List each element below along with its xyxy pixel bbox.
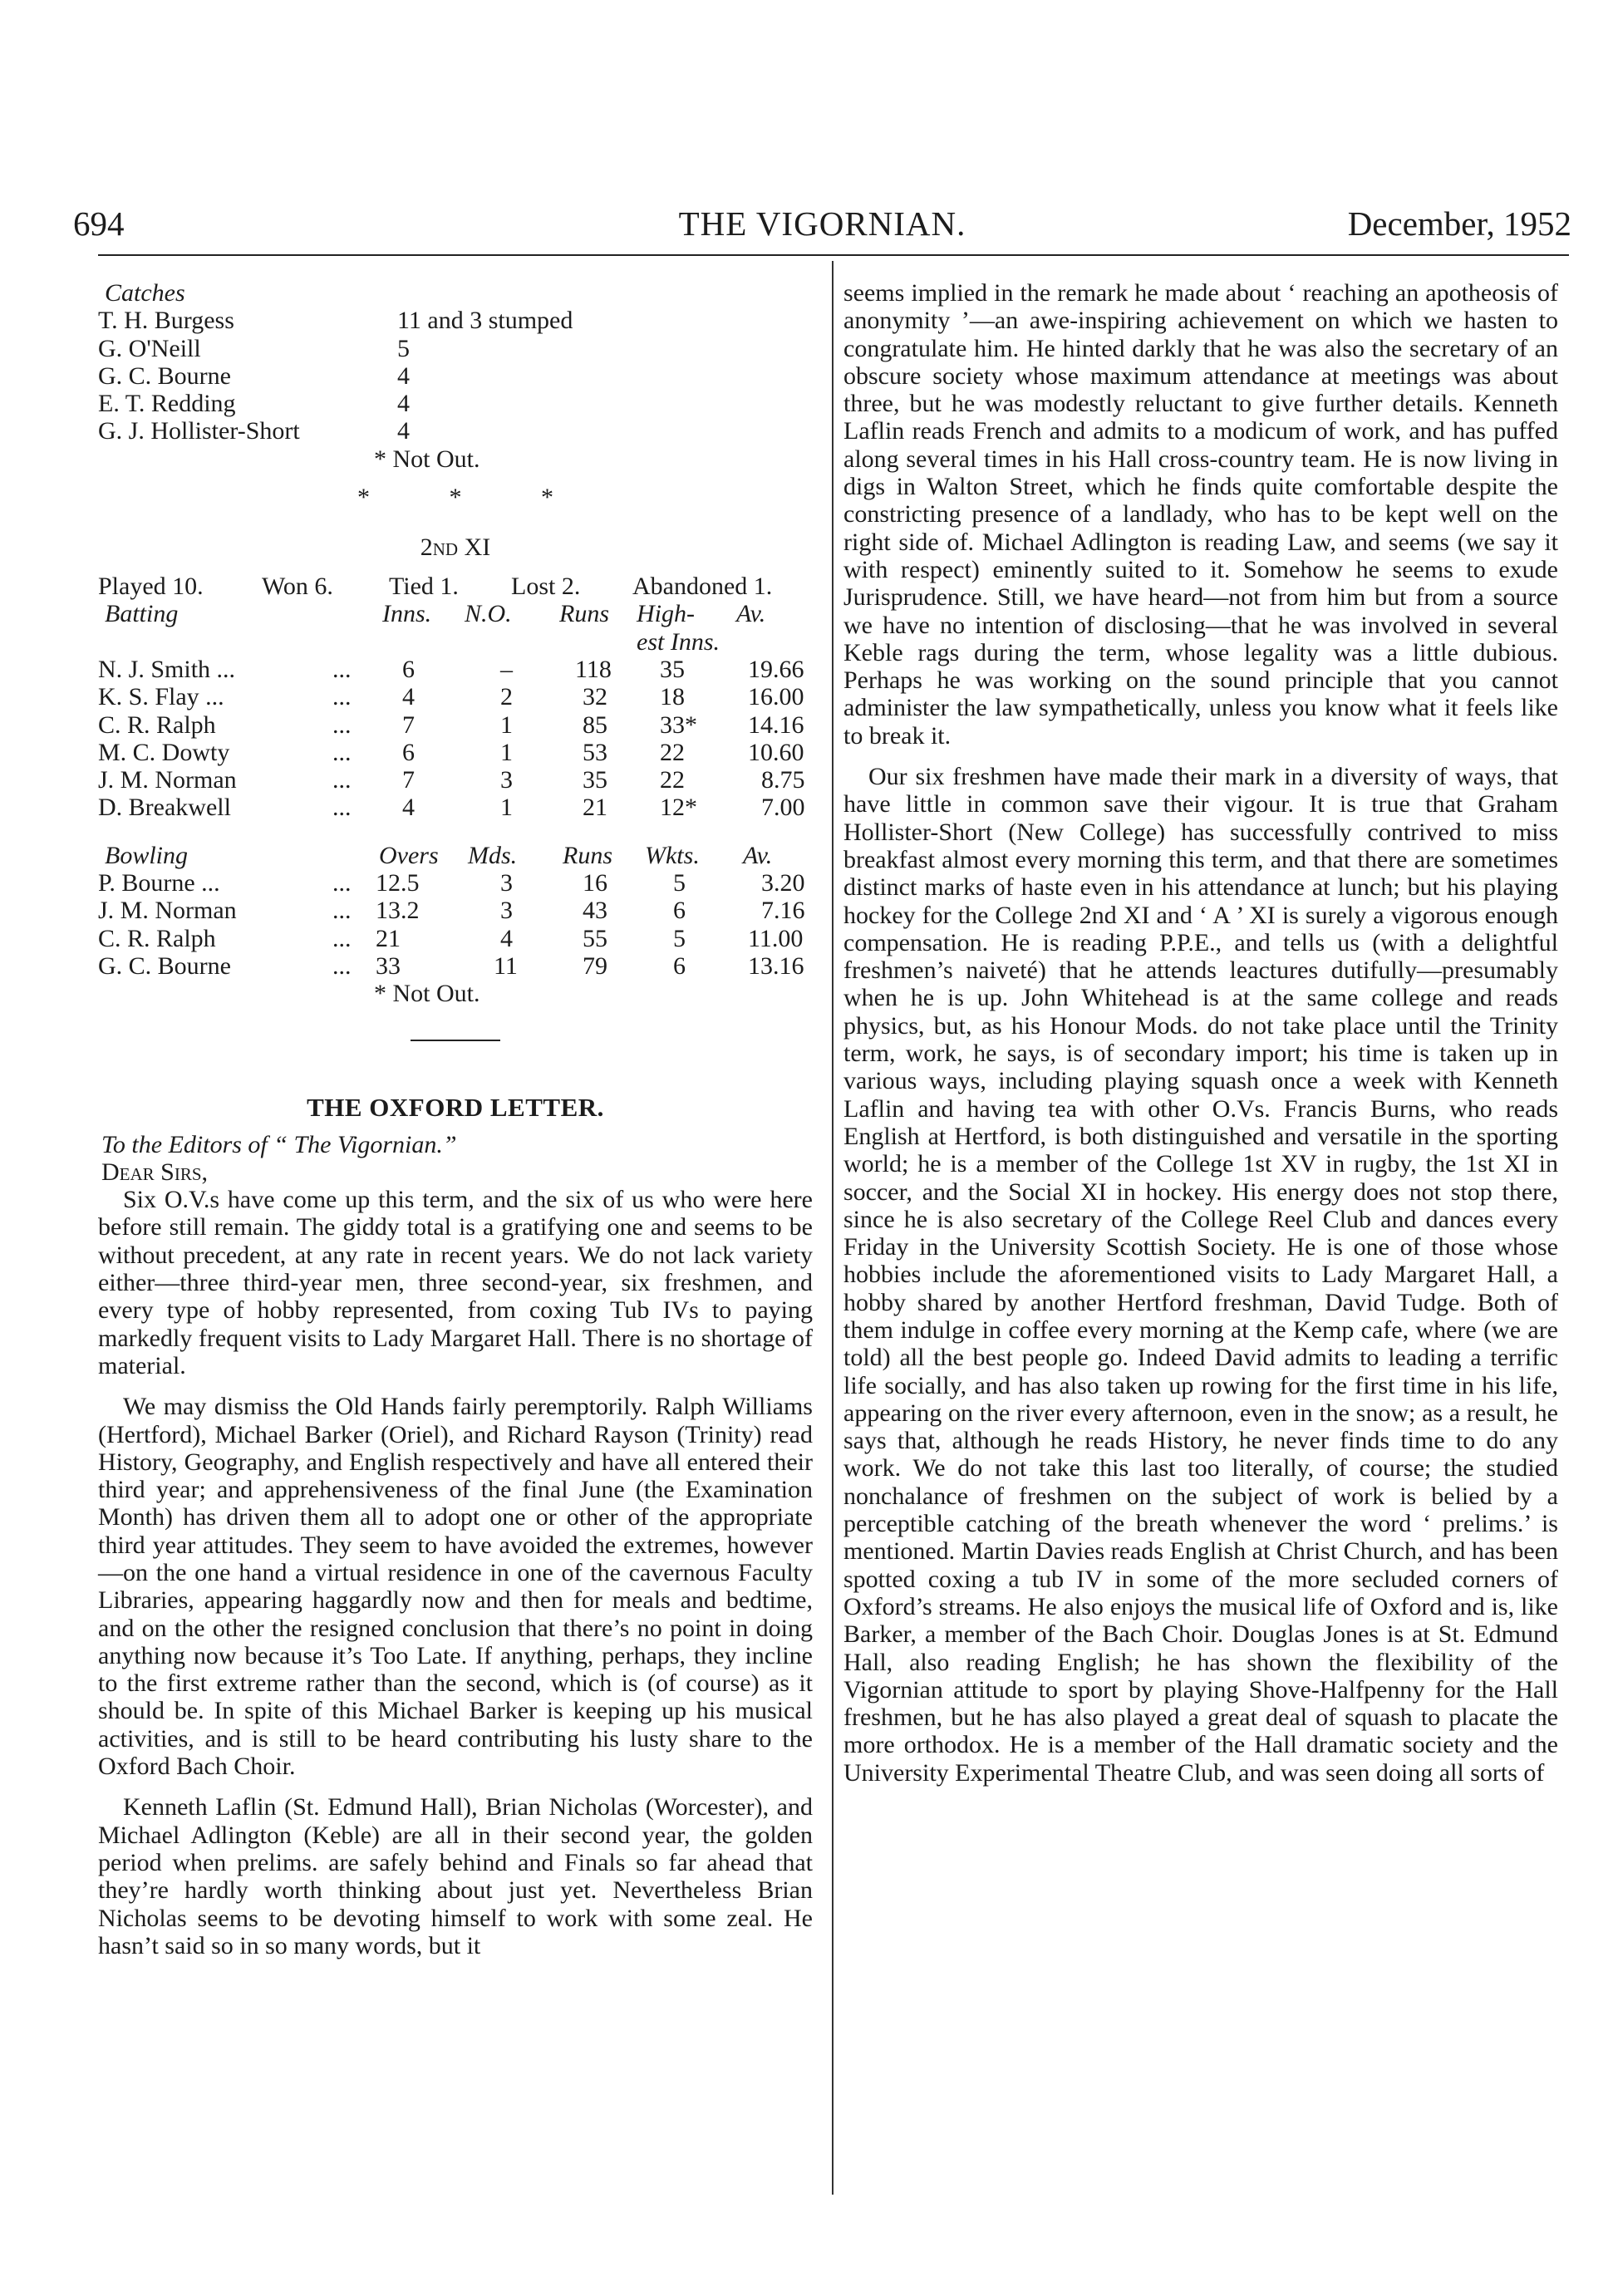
batting-header-row: Batting Inns. N.O. Runs High- Av. bbox=[105, 600, 766, 628]
catches-row: G. O'Neill 5 bbox=[98, 334, 410, 362]
section-rule bbox=[411, 1040, 500, 1041]
page-number: 694 bbox=[73, 204, 125, 243]
column-divider bbox=[832, 261, 834, 2195]
batting-row: K. S. Flay ... ... 4 2 32 18 16.00 bbox=[98, 683, 804, 711]
batting-row: C. R. Ralph ... 7 1 85 33* 14.16 bbox=[98, 710, 804, 739]
catches-row: T. H. Burgess 11 and 3 stumped bbox=[98, 307, 573, 335]
running-header bbox=[73, 203, 1571, 244]
bowling-row: J. M. Norman ... 13.2 3 43 6 7.16 bbox=[98, 897, 805, 925]
not-out-note: * Not Out. bbox=[374, 980, 480, 1008]
letter-paragraph: We may dismiss the Old Hands fairly peremptorily. Ralph Williams (Hertford), Michael Barker (Oriel), and Richard Rayson (Trinity) read History, Geography, and English respectively and have all entered their third year; and apprehensiveness of the final June (the Examination Month) has driven them all to adopt one or other of the appropriate third year attitudes. They seem to have avoided the extremes, however—on the one hand a virtual residence in one of the cavernous Faculty Libraries, appearing haggardly now and then for meals and bedtime, and on the other the resigned conclusion that there’s no point in doing anything now because it’s Too Late. If anything, perhaps, they incline to the first extreme rather than the second, which is (of course) as it should be. In spite of this Michael Barker is keeping up his musical activities, and is still to be heard contributing his lusty share to the Oxford Bach Choir. bbox=[98, 1393, 813, 1781]
catches-row: G. J. Hollister-Short 4 bbox=[98, 417, 410, 445]
bowling-row: P. Bourne ... ... 12.5 3 16 5 3.20 bbox=[98, 869, 805, 897]
left-column bbox=[98, 279, 813, 1959]
bowling-row: G. C. Bourne ... 33 11 79 6 13.16 bbox=[98, 951, 804, 980]
batting-row: J. M. Norman ... 7 3 35 22 8.75 bbox=[98, 766, 805, 794]
second-xi-summary: Played 10. Won 6. Tied 1. Lost 2. Abandoned 1. bbox=[98, 573, 773, 601]
letter-paragraph: Our six freshmen have made their mark in a diversity of ways, that have little in common save their vigour. It is true that Graham Hollister-Short (New College) has successfully contrived to miss breakfast almost every morning this term, and that there are sometimes distinct marks of haste even in his attendance at lunch; but his playing hockey for the College 2nd XI and ‘ A ’ XI is surely a vigorous enough compensation. He is reading P.P.E., and tells us (with a delightful freshmen’s naiveté) that he attends leactures dutifully—presumably when he is up. John Whitehead is at the same college and reads physics, but, as his Honour Mods. do not take place until the Trinity term, work, he says, is of secondary import; his time is taken up in various ways, including playing squash once a week with Kenneth Laflin and having tea with other O.Vs. Francis Burns, who reads English at Hertford, is both distinguished and versatile in the sporting world; he is a member of the College 1st XV in rugby, the 1st XI in soccer, and the Social XI in hockey. His energy does not stop there, since he is also secretary of the College Reel Club and dances every Friday in the University Scottish Society. He is one of those whose hobbies include the aforementioned visits to Lady Margaret Hall, a hobby shared by another Hertford freshman, David Tudge. Both of them indulge in coffee every morning at the Kemp cafe, where (we are told) all the best people go. Indeed David admits to leading a terrific life socially, and has also taken up rowing for the first time in his life, appearing on the river every afternoon, even in the snow; as a result, he says that, although he reads History, he never finds time to do any work. We do not take this last too literally, of course; the studied nonchalance of freshmen on the subject of work is belied by a perceptible catching of the breath whenever the word ‘ prelims.’ is mentioned. Martin Davies reads English at Christ Church, and has been spotted coxing a tub IV in some of the more secluded corners of Oxford’s streams. He also enjoys the musical life of Oxford and is, like Barker, a member of the Bach Choir. Douglas Jones is at St. Edmund Hall, also reading English; he has shown the flexibility of the Vigornian attitude to sport by playing Shove-Halfpenny for the Hall freshmen, but he has also played a great deal of squash to placate the more orthodox. He is a member of the Hall dramatic society and the University Experimental Theatre Club, and was seen doing all sorts of bbox=[843, 763, 1558, 1787]
bowling-row: C. R. Ralph ... 21 4 55 5 11.00 bbox=[98, 924, 804, 952]
section-separator-stars: * * * bbox=[357, 484, 590, 512]
letter-paragraph: Kenneth Laflin (St. Edmund Hall), Brian Nicholas (Worcester), and Michael Adlington (Keble) are all in their second year, the golden period when prelims. are safely behind and Finals so far ahead that they’re hardly worth thinking about just yet. Nevertheless Brian Nicholas seems to be devoting himself to work with some zeal. He hasn’t said so in so many words, but it bbox=[98, 1793, 813, 1959]
header-rule bbox=[98, 254, 1569, 256]
batting-table: Batting Inns. N.O. Runs High- Av. est Inns. N. J. Smith ... ... 6 – 118 35 19.66 K. S. Flay ... ... 4 2 32 18 16.00 C. R. Ralph ... 7 1 85 33* 14.16 M. C. Dowty ... 6 1 53 22 10.60 J. M. Norman ... 7 3 35 22 8.75 D. Breakwell ... 4 1 21 12* 7.00 bbox=[98, 600, 813, 821]
catches-row: E. T. Redding 4 bbox=[98, 390, 410, 418]
bowling-header-row: Bowling Overs Mds. Runs Wkts. Av. bbox=[105, 841, 773, 869]
not-out-note: * Not Out. bbox=[374, 445, 480, 473]
catches-heading: Catches bbox=[105, 279, 185, 307]
letter-title: THE OXFORD LETTER. bbox=[307, 1092, 604, 1122]
catches-row: G. C. Bourne 4 bbox=[98, 361, 410, 390]
catches-section bbox=[98, 279, 813, 473]
batting-row: N. J. Smith ... ... 6 – 118 35 19.66 bbox=[98, 655, 804, 683]
second-xi-title: 2nd XI bbox=[420, 533, 491, 562]
letter-paragraph: seems implied in the remark he made about ‘ reaching an apotheosis of anonymity ’—an awe-inspiring achievement on which we hasten to congratulate him. He hinted darkly that he was also the secretary of an obscure society whose maximum attendance at meetings was about three, but he was modestly reluctant to give further details. Kenneth Laflin reads French and admits to a modicum of work, and has puffed along several times in his Hall cross-country team. He is now living in digs in Walton Street, which he finds quite comfortable despite the constricting presence of a landlady, who has to be kept well on the right side of. Michael Adlington is reading Law, and seems (we say it with respect) eminently suited to it. Somehow he seems to exude Jurisprudence. Still, we have heard—not from him but from a source we have no intention of disclosing—that he was involved in several Keble rags during the term, whose legality was a little dubious. Perhaps he was working on the sound principle that you cannot administer the law sympathetically, unless you know what it feels like to break it. bbox=[843, 279, 1558, 750]
letter-salutation: Dear Sirs, bbox=[101, 1158, 209, 1186]
bowling-table bbox=[98, 842, 813, 1008]
letter-addressee: To the Editors of “ The Vigornian.” bbox=[101, 1130, 457, 1158]
journal-title: THE VIGORNIAN. bbox=[678, 204, 966, 243]
batting-row: D. Breakwell ... 4 1 21 12* 7.00 bbox=[98, 794, 805, 822]
issue-date: December, 1952 bbox=[1347, 204, 1571, 243]
batting-row: M. C. Dowty ... 6 1 53 22 10.60 bbox=[98, 738, 804, 766]
letter-paragraph: Six O.V.s have come up this term, and the six of us who were here before still remain. The giddy total is a gratifying one and seems to be without precedent, at any rate in recent years. We do not lack variety either—three third-year men, three second-year, six freshmen, and every type of hobby represented, from coxing Tub IVs to paying markedly frequent visits to Lady Margaret Hall. There is no shortage of material. bbox=[98, 1186, 813, 1379]
right-column bbox=[843, 279, 1558, 1787]
